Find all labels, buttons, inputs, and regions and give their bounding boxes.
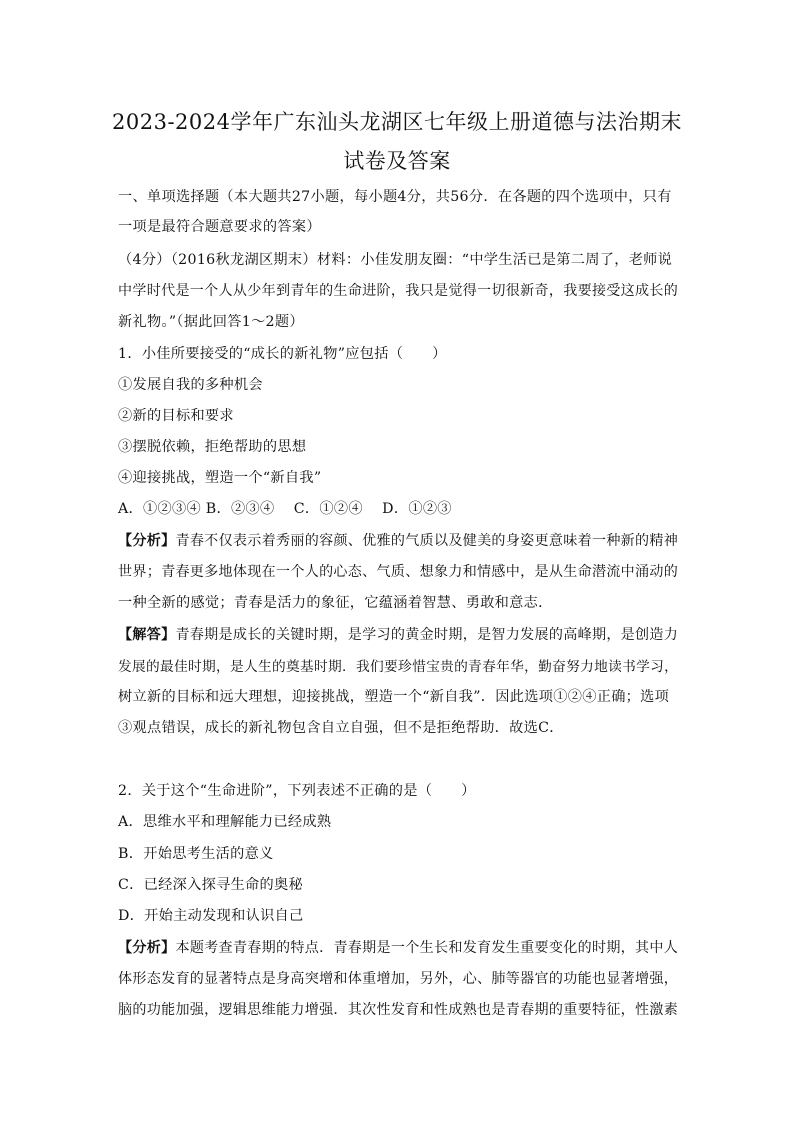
question1-analysis-line2: 世界；青春更多地体现在一个人的心态、气质、想象力和情感中，是从生命潜流中涌动的 xyxy=(118,564,679,580)
question1-option3: ③摆脱依赖，拒绝帮助的思想 xyxy=(118,439,307,455)
answer-text: 青春期是成长的关键时期，是学习的黄金时期，是智力发展的高峰期，是创造力 xyxy=(175,627,679,643)
question1-analysis-line3: 一种全新的感觉；青春是活力的象征，它蕴涵着智慧、勇敢和意志． xyxy=(118,595,553,611)
analysis-text: 青春不仅表示着秀丽的容颜、优雅的气质以及健美的身姿更意味着一种新的精神 xyxy=(175,533,679,549)
question1-answer-line2: 发展的最佳时期，是人生的奠基时期．我们要珍惜宝贵的青春年华，勤奋努力地读书学习， xyxy=(118,659,679,675)
question2-option-b: B．开始思考生活的意义 xyxy=(118,846,274,862)
question2-stem: 2．关于这个“生命进阶”，下列表述不正确的是（ ） xyxy=(118,783,476,799)
question1-answer-line3: 树立新的目标和远大理想，迎接挑战，塑造一个“新自我”．因此选项①②④正确；选项 xyxy=(118,689,670,705)
material-line3: 新礼物。”（据此回答1～2题） xyxy=(118,314,304,330)
document-title-line2: 试卷及答案 xyxy=(343,149,451,173)
question1-choices: A．①②③④ B．②③④ C．①②④ D．①②③ xyxy=(118,501,452,517)
question2-option-c: C．已经深入探寻生命的奥秘 xyxy=(118,877,304,893)
question2-option-d: D．开始主动发现和认识自己 xyxy=(118,908,304,924)
analysis-text: 本题考查青春期的特点．青春期是一个生长和发育发生重要变化的时期，其中人 xyxy=(175,940,679,956)
question1-stem: 1．小佳所要接受的“成长的新礼物”应包括（ ） xyxy=(118,346,447,362)
question2-option-a: A．思维水平和理解能力已经成熟 xyxy=(118,814,332,830)
document-title-line1: 2023-2024学年广东汕头龙湖区七年级上册道德与法治期末 xyxy=(112,110,682,134)
question1-option2: ②新的目标和要求 xyxy=(118,408,234,424)
section-heading-line2: 一项是最符合题意要求的答案） xyxy=(118,219,321,235)
material-line2: 中学时代是一个人从少年到青年的生命进阶，我只是觉得一切很新奇，我要接受这成长的 xyxy=(118,283,679,299)
question1-answer-line1 xyxy=(118,624,678,644)
material-line1: （4分）（2016秋龙湖区期末）材料：小佳发朋友圈：“中学生活已是第二周了，老师说 xyxy=(118,252,673,268)
question1-answer-line4: ③观点错误，成长的新礼物包含自立自强，但不是拒绝帮助．故选C． xyxy=(118,720,564,736)
question1-option4: ④迎接挑战，塑造一个“新自我” xyxy=(118,470,322,486)
answer-tag: 【解答】 xyxy=(118,627,176,643)
question2-analysis-line3: 脑的功能加强，逻辑思维能力增强．其次性发育和性成熟也是青春期的重要特征，性激素 xyxy=(118,1002,679,1018)
analysis-tag: 【分析】 xyxy=(118,533,176,549)
analysis-tag: 【分析】 xyxy=(118,940,176,956)
section-heading-line1: 一、单项选择题（本大题共27小题，每小题4分，共56分．在各题的四个选项中，只有 xyxy=(118,189,672,205)
question1-analysis-line1 xyxy=(118,530,678,550)
question1-option1: ①发展自我的多种机会 xyxy=(118,377,263,393)
question2-analysis-line1 xyxy=(118,937,678,957)
question2-analysis-line2: 体形态发育的显著特点是身高突增和体重增加，另外，心、肺等器官的功能也显著增强， xyxy=(118,971,679,987)
